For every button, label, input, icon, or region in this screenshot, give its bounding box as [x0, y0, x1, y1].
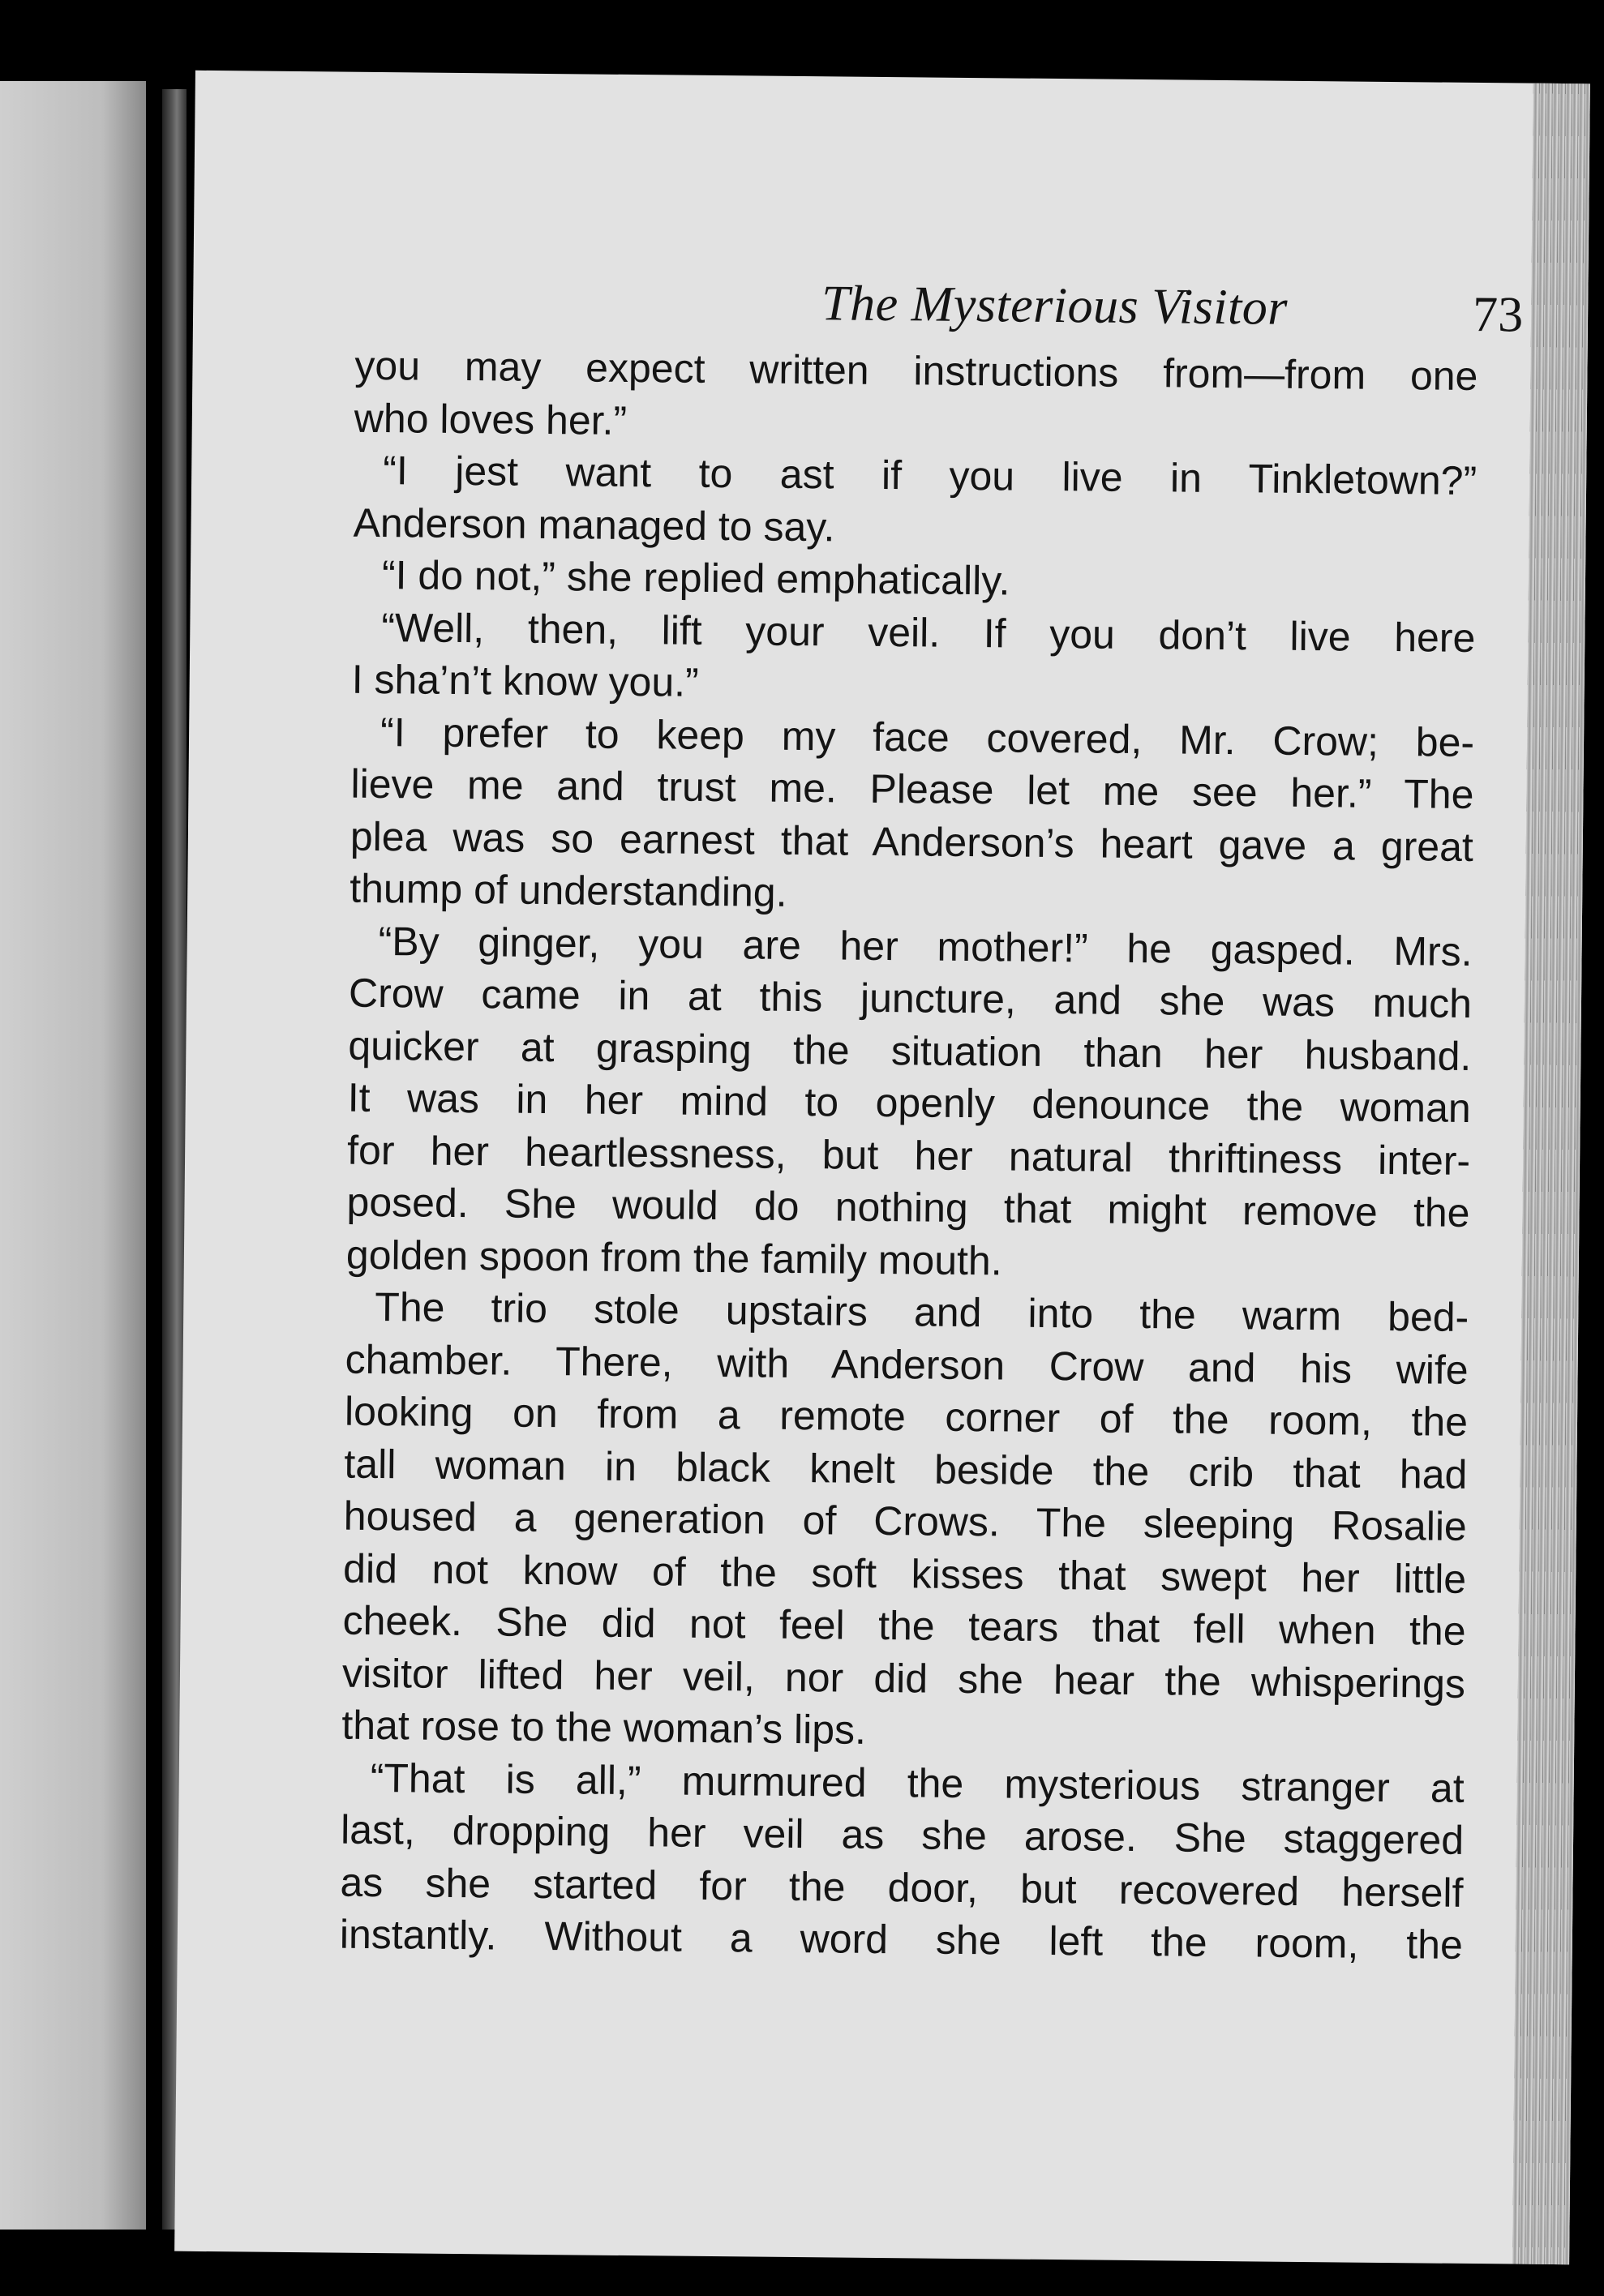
text-line: visitor lifted her veil, nor did she hear the whisperings: [341, 1650, 1466, 1707]
text-line: “I jest want to ast if you live in Tinkletown?”: [382, 448, 1477, 503]
book-page: [174, 71, 1590, 2264]
text-line: cheek. She did not feel the tears that fell when the: [342, 1597, 1466, 1654]
text-line: did not know of the soft kisses that swept her little: [342, 1545, 1467, 1602]
paragraph: [341, 1281, 1469, 1763]
text-line: “That is all,” murmured the mysterious stranger at: [370, 1754, 1465, 1811]
left-page-edge: [0, 81, 146, 2230]
text-line: “I do not,” she replied emphatically.: [381, 552, 1010, 604]
text-line: Anderson managed to say.: [353, 499, 835, 550]
paragraph: [346, 915, 1473, 1292]
text-line: golden spoon from the family mouth.: [345, 1232, 1002, 1283]
text-line: posed. She would do nothing that might remove the: [346, 1179, 1470, 1236]
text-line: instantly. Without a word she left the room, the: [339, 1911, 1464, 1968]
text-line: lieve me and trust me. Please let me see her.” The: [350, 760, 1474, 817]
text-line: tall woman in black knelt beside the crib that had: [344, 1441, 1468, 1497]
text-line: that rose to the woman’s lips.: [341, 1702, 867, 1753]
paragraph: [351, 601, 1475, 716]
text-line: “Well, then, lift your veil. If you don’t live here: [381, 604, 1476, 661]
text-line: you may expect written instructions from—from one: [354, 342, 1478, 400]
text-line: thump of understanding.: [350, 865, 787, 915]
paragraph: [340, 1751, 1465, 1971]
text-line: chamber. There, with Anderson Crow and his wife: [345, 1336, 1469, 1393]
text-line: plea was so earnest that Anderson’s heart gave a great: [350, 813, 1474, 870]
text-line: It was in her mind to openly denounce the woman: [347, 1074, 1472, 1131]
text-line: The trio stole upstairs and into the warm bed-: [375, 1284, 1469, 1340]
text-line: last, dropping her veil as she arose. She staggered: [340, 1806, 1465, 1863]
text-line: Crow came in at this juncture, and she was much: [348, 970, 1473, 1026]
text-line: who loves her.”: [354, 395, 628, 443]
page-edges: [1512, 84, 1590, 2265]
paragraph: [350, 705, 1474, 925]
running-title: The Mysterious Visitor: [821, 276, 1289, 336]
paragraph: [354, 340, 1478, 455]
text-line: “By ginger, you are her mother!” he gasped. Mrs.: [378, 918, 1473, 975]
text-line: I sha’n’t know you.”: [351, 656, 699, 705]
text-line: quicker at grasping the situation than her husband.: [348, 1022, 1472, 1079]
text-line: as she started for the door, but recovered herself: [340, 1859, 1464, 1916]
paragraph: [353, 444, 1477, 559]
text-line: housed a generation of Crows. The sleeping Rosalie: [343, 1493, 1468, 1549]
body-text: [340, 340, 1478, 1972]
text-line: looking on from a remote corner of the room, the: [344, 1388, 1469, 1445]
page-header: [631, 273, 1572, 347]
page-number: 73: [1472, 286, 1524, 343]
text-line: for her heartlessness, but her natural thriftiness inter-: [346, 1127, 1471, 1184]
text-line: “I prefer to keep my face covered, Mr. Crow; be-: [380, 709, 1475, 765]
